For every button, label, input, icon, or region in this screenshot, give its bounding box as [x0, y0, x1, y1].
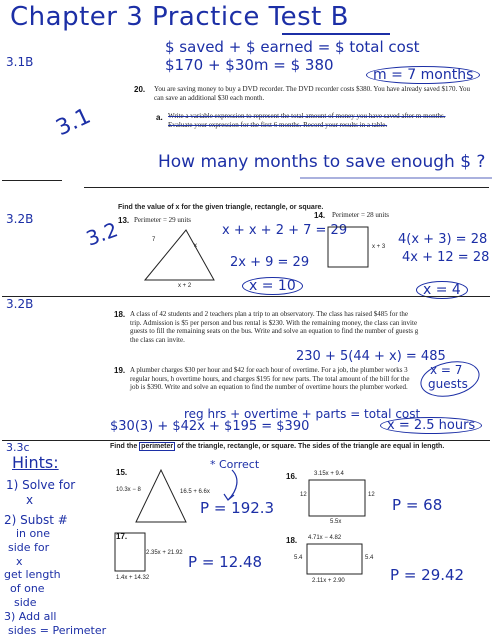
margin-section-3-2b-b: 3.2B: [6, 297, 34, 311]
tri13-bottom-label: x + 2: [178, 283, 192, 289]
q18-number: 18.: [114, 310, 126, 319]
q16-number: 16.: [286, 472, 298, 481]
triangle-15: [136, 470, 186, 522]
hint-2c: side for: [8, 541, 50, 554]
q19-work-line2: $30(3) + $42x + $195 = $390: [110, 419, 310, 434]
hint-1a: 1) Solve for: [6, 478, 76, 492]
q18b-number: 18.: [286, 536, 298, 545]
q14-work-line1: 4(x + 3) = 28: [398, 232, 488, 247]
q14-number: 14.: [314, 211, 326, 220]
hint-2g: side: [14, 596, 37, 609]
q17-number: 17.: [116, 532, 128, 541]
q20-part-a-text: Write a variable expression to represent the total amount of money you have saved after m months. Evaluate your expression for the first 6 months. Record your results in a table.: [168, 112, 446, 129]
hint-2b: in one: [16, 527, 50, 540]
hint-3a: 3) Add all: [4, 610, 57, 623]
q18-text: A class of 42 students and 2 teachers plan a trip to an observatory. The class has raised $485 for the trip. Admission is $5 per person and bus rental is $230. With the remaining money, the class can invite guests to fill the remaining seats on the bus. Write and solve an equation to find the number of guests g the class can invite.: [130, 310, 419, 344]
hint-3b: sides = Perimeter: [8, 624, 107, 637]
margin-section-3-1b: 3.1B: [6, 55, 34, 69]
q13-number: 13.: [118, 216, 130, 225]
hint-2f: of one: [10, 582, 45, 595]
rect18-top-label: 4.71x − 4.82: [308, 535, 342, 541]
equation-numbers: $170 + $30m = $ 380: [165, 56, 334, 74]
square-17: [115, 533, 145, 571]
correct-note: * Correct: [210, 458, 260, 471]
perimeter-heading-text: Find the value of x for the given triangle, rectangle, or square.: [118, 204, 324, 211]
rect16-left-label: 12: [300, 492, 307, 498]
q18-work: 230 + 5(44 + x) = 485: [296, 349, 446, 364]
hint-2e: get length: [4, 568, 61, 581]
q18-answer-line1: x = 7: [430, 363, 463, 377]
margin-big-3-2: 3.2: [82, 217, 121, 251]
q20-handwritten-question: How many months to save enough $ ?: [158, 152, 486, 172]
square-14: [328, 227, 368, 267]
q19-answer: x = 2.5 hours: [380, 417, 482, 434]
rect16-top-label: 3.15x + 9.4: [314, 471, 344, 477]
margin-big-3-1: 3.1: [52, 103, 95, 142]
sq17-right-label: 2.35x + 21.92: [146, 550, 183, 556]
q14-work-line2: 4x + 12 = 28: [402, 250, 490, 265]
p15-answer: P = 192.3: [200, 499, 275, 517]
q20-part-a-label: a.: [156, 113, 163, 122]
tri13-right-label: x: [194, 243, 197, 249]
sq17-bottom-label: 1.4x + 14.32: [116, 575, 150, 581]
q20-text: You are saving money to buy a DVD recorder. The DVD recorder costs $380. You have already saved $170. You can save an additional $30 each month.: [154, 85, 471, 102]
heading-part-c: triangle are equal in length.: [353, 443, 445, 450]
tri15-left-label: 10.3x − 8: [116, 487, 141, 493]
page-title: Chapter 3 Practice Test B: [10, 2, 349, 32]
tri13-left-label: 7: [152, 237, 156, 243]
tri15-right-label: 16.5 + 6.6x: [180, 489, 210, 495]
q13-work-line2: 2x + 9 = 29: [230, 255, 310, 270]
rectangle-16: [309, 480, 365, 516]
rect18-bottom-label: 2.11x + 2.90: [312, 578, 345, 584]
q19-work-line1: reg hrs + overtime + parts = total cost: [184, 407, 421, 421]
q14-answer: x = 4: [416, 281, 468, 299]
q13-work-line1: x + x + 2 + 7 = 29: [222, 223, 348, 238]
hint-2d: x: [16, 555, 23, 568]
q20-number: 20.: [134, 85, 146, 94]
sq14-side-label: x + 3: [372, 244, 386, 250]
margin-section-3-3c: 3.3c: [6, 441, 30, 454]
rect16-bottom-label: 5.5x: [330, 519, 342, 525]
q18-answer-line2: guests: [428, 377, 468, 391]
equation-words: $ saved + $ earned = $ total cost: [165, 38, 420, 56]
q14-text: Perimeter = 28 units: [332, 211, 390, 219]
rect18-left-label: 5.4: [294, 555, 303, 561]
heading-part-b: of the triangle, rectangle, or square. The sides of the: [177, 443, 352, 450]
hint-2a: 2) Subst #: [4, 513, 68, 527]
hint-1b: x: [26, 493, 34, 507]
rect18-right-label: 5.4: [365, 555, 374, 561]
q19-number: 19.: [114, 366, 126, 375]
p16-answer: P = 68: [392, 496, 443, 514]
triangle-13: [145, 230, 214, 280]
margin-section-3-2b-a: 3.2B: [6, 212, 34, 226]
hints-title: Hints:: [12, 453, 59, 472]
rect16-right-label: 12: [368, 492, 375, 498]
heading-part-a: Find the: [110, 443, 138, 450]
answer-months: m = 7 months: [366, 66, 480, 84]
q19-text: A plumber charges $30 per hour and $42 for each hour of overtime. For a job, the plumber works 3 regular hours, h overtime hours, and charges $195 for new parts. The total amount of the bill for the job is $390. Write and solve an equation to find the number of overtime hours the plumber worked.: [130, 366, 410, 391]
heading-perimeter-word: perimeter: [141, 443, 174, 450]
q15-number: 15.: [116, 468, 128, 477]
q13-answer: x = 10: [242, 277, 303, 295]
p17-answer: P = 12.48: [188, 553, 263, 571]
q13-text: Perimeter = 29 units: [134, 216, 192, 224]
p18-answer: P = 29.42: [390, 566, 465, 584]
rectangle-18: [307, 544, 362, 574]
